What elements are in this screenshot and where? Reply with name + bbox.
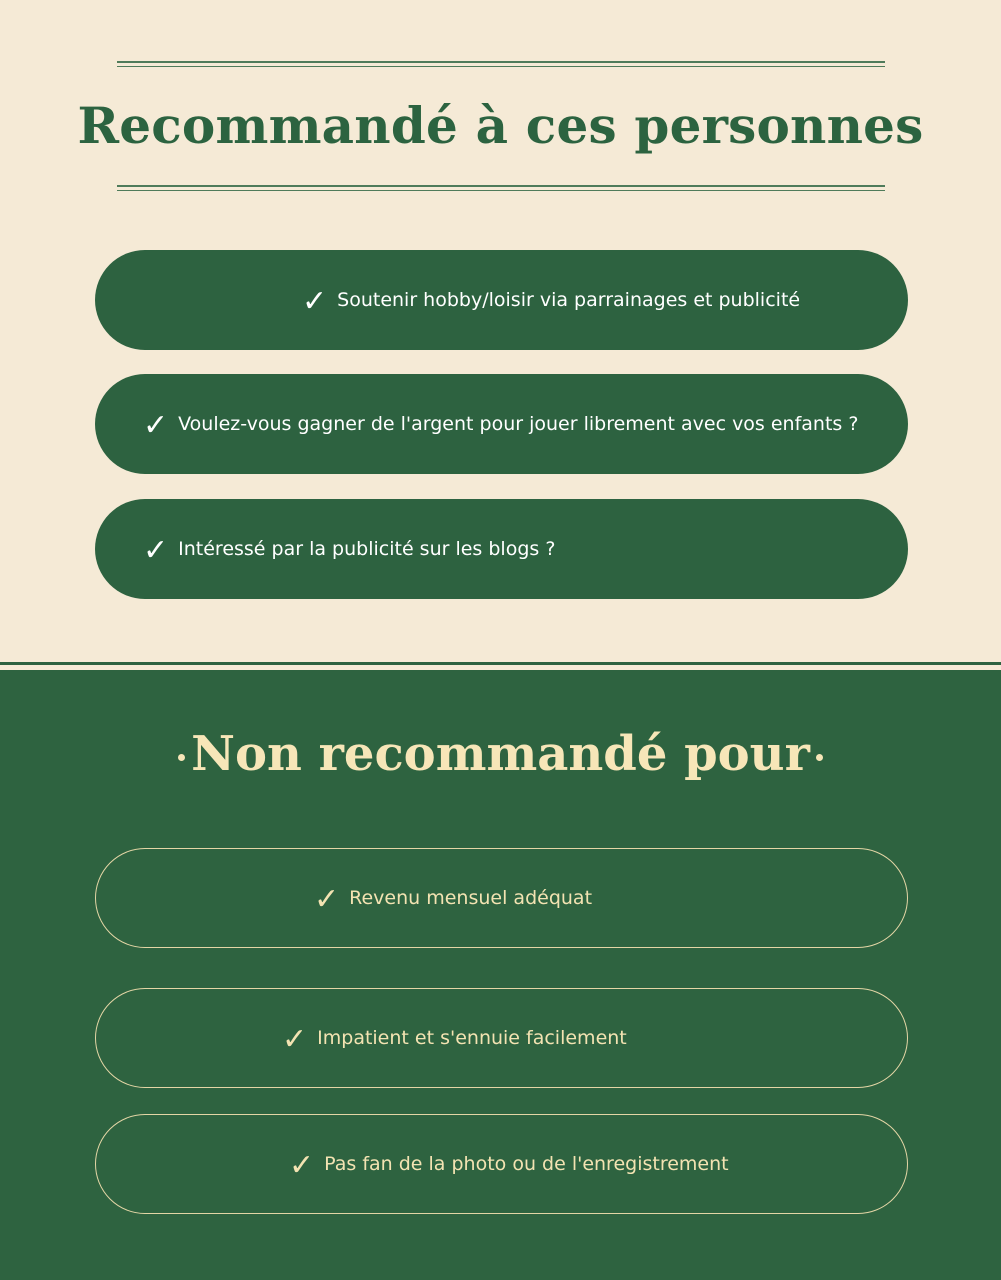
recommended-title: Recommandé à ces personnes [77, 96, 924, 155]
bottom-rule-line [117, 185, 885, 187]
dot-icon [816, 754, 823, 761]
recommended-item [95, 374, 908, 474]
recommended-item-text: Intéressé par la publicité sur les blogs ? [178, 538, 556, 560]
not-recommended-item [95, 988, 908, 1088]
recommended-item-text: Voulez-vous gagner de l'argent pour jouer librement avec vos enfants ? [178, 413, 859, 435]
bottom-rule-line-thin [117, 190, 885, 191]
check-icon: ✓ [282, 1022, 308, 1057]
check-icon: ✓ [289, 1148, 315, 1183]
section-divider [0, 662, 1001, 665]
check-icon: ✓ [143, 408, 169, 443]
recommended-item [95, 499, 908, 599]
not-recommended-item [95, 1114, 908, 1214]
not-recommended-item-text: Pas fan de la photo ou de l'enregistrement [324, 1153, 729, 1175]
recommended-item-text: Soutenir hobby/loisir via parrainages et publicité [337, 289, 801, 311]
recommended-item [95, 250, 908, 350]
check-icon: ✓ [314, 882, 340, 917]
not-recommended-item-text: Impatient et s'ennuie facilement [317, 1027, 627, 1049]
top-rule-line [117, 61, 885, 63]
not-recommended-item [95, 848, 908, 948]
top-rule-line-thin [117, 66, 885, 67]
not-recommended-title: Non recommandé pour [191, 726, 810, 782]
not-recommended-item-text: Revenu mensuel adéquat [349, 887, 593, 909]
check-icon: ✓ [302, 284, 328, 319]
check-icon: ✓ [143, 533, 169, 568]
